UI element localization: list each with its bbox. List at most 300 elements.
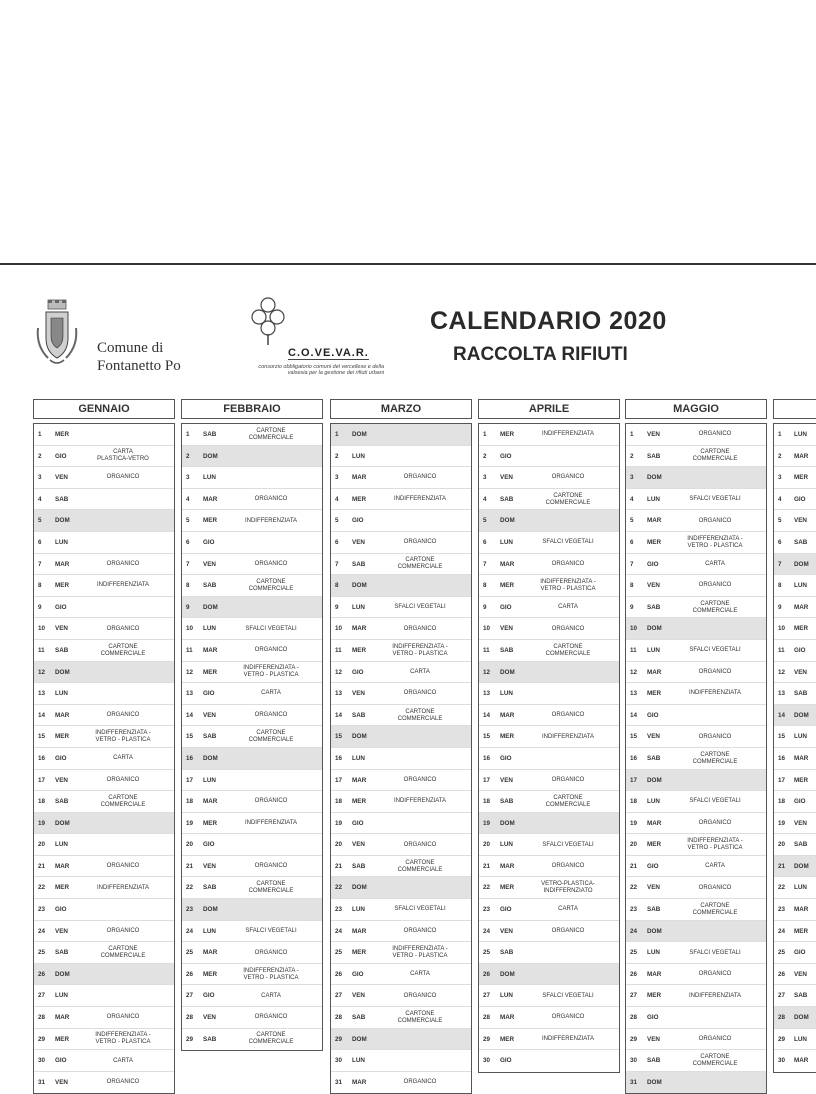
collection-type — [373, 510, 467, 532]
day-row — [331, 467, 471, 489]
weekday-name: LUN — [203, 776, 216, 784]
day-number: 8 — [38, 582, 42, 590]
collection-type — [521, 1050, 615, 1072]
month-days-table — [330, 423, 472, 1094]
day-number: 22 — [483, 884, 491, 892]
collection-type — [373, 726, 467, 748]
day-row — [331, 705, 471, 727]
collection-type: CARTA — [410, 971, 430, 978]
collection-type — [76, 532, 170, 554]
weekday-name: GIO — [647, 1014, 659, 1022]
weekday-name: MER — [203, 517, 217, 525]
day-row — [774, 791, 816, 813]
day-number: 22 — [38, 884, 46, 892]
weekday-name: DOM — [500, 819, 515, 827]
weekday-name: SAB — [647, 754, 661, 762]
day-row — [479, 446, 619, 468]
collection-type: ORGANICO — [403, 539, 437, 546]
weekday-name: GIO — [794, 798, 806, 806]
day-number: 11 — [38, 646, 45, 654]
collection-type — [373, 424, 467, 446]
weekday-name: MAR — [794, 1057, 809, 1065]
weekday-name: SAB — [647, 906, 661, 914]
day-number: 25 — [38, 949, 46, 957]
weekday-name: VEN — [647, 884, 660, 892]
weekday-name: LUN — [647, 646, 660, 654]
weekday-name: DOM — [647, 927, 662, 935]
weekday-name: SAB — [500, 495, 514, 503]
weekday-name: DOM — [794, 1014, 809, 1022]
day-row — [774, 489, 816, 511]
weekday-name: SAB — [794, 841, 808, 849]
day-row — [479, 985, 619, 1007]
day-number: 9 — [335, 603, 339, 611]
day-row — [626, 662, 766, 684]
weekday-name: SAB — [203, 1035, 217, 1043]
month-cut-off — [773, 399, 816, 1073]
weekday-name: VEN — [203, 1014, 216, 1022]
collection-type: ORGANICO — [403, 927, 437, 934]
weekday-name: VEN — [55, 776, 68, 784]
day-row — [479, 597, 619, 619]
day-number: 2 — [630, 452, 634, 460]
day-number: 6 — [483, 538, 487, 546]
day-row — [34, 726, 174, 748]
day-number: 12 — [335, 668, 343, 676]
day-row — [626, 554, 766, 576]
day-number: 23 — [186, 906, 194, 914]
weekday-name: SAB — [203, 884, 217, 892]
weekday-name: MER — [352, 949, 366, 957]
weekday-name: DOM — [500, 517, 515, 525]
day-row — [774, 618, 816, 640]
collection-type — [373, 813, 467, 835]
collection-type — [373, 1029, 467, 1051]
collection-type: CARTONE COMMERCIALE — [692, 1054, 738, 1068]
collection-type: ORGANICO — [106, 863, 140, 870]
collection-type — [668, 921, 762, 943]
weekday-name: SAB — [794, 992, 808, 1000]
month-header: FEBBRAIO — [181, 399, 323, 419]
collection-type: ORGANICO — [551, 927, 585, 934]
day-row — [774, 726, 816, 748]
month-aprile — [478, 399, 620, 1073]
day-number: 10 — [483, 625, 491, 633]
day-number: 27 — [38, 992, 46, 1000]
day-number: 8 — [778, 582, 782, 590]
collection-type: ORGANICO — [698, 971, 732, 978]
collection-type — [668, 705, 762, 727]
day-row — [479, 575, 619, 597]
collection-type: SFALCI VEGETALI — [689, 949, 741, 956]
collection-type: CARTONE COMMERCIALE — [692, 449, 738, 463]
day-number: 20 — [38, 841, 46, 849]
collection-type: INDIFFERENZIATA — [96, 884, 150, 891]
day-number: 5 — [778, 517, 782, 525]
day-row — [626, 640, 766, 662]
day-number: 19 — [483, 819, 491, 827]
day-number: 23 — [483, 906, 491, 914]
day-row — [626, 489, 766, 511]
day-row — [34, 467, 174, 489]
day-row — [479, 467, 619, 489]
day-row — [34, 877, 174, 899]
day-number: 29 — [186, 1035, 194, 1043]
weekday-name: VEN — [647, 431, 660, 438]
weekday-name: GIO — [794, 495, 806, 503]
day-row — [34, 770, 174, 792]
day-row — [626, 921, 766, 943]
weekday-name: MAR — [647, 517, 662, 525]
day-row — [774, 683, 816, 705]
weekday-name: MAR — [203, 949, 218, 957]
day-number: 1 — [483, 431, 487, 438]
day-row — [34, 575, 174, 597]
weekday-name: LUN — [352, 906, 365, 914]
day-number: 8 — [186, 582, 190, 590]
day-number: 17 — [335, 776, 343, 784]
weekday-name: MAR — [794, 906, 809, 914]
collection-type: ORGANICO — [254, 798, 288, 805]
day-row — [479, 1029, 619, 1051]
weekday-name: MER — [352, 646, 366, 654]
weekday-name: DOM — [647, 1078, 662, 1086]
day-number: 24 — [483, 927, 491, 935]
day-number: 3 — [778, 474, 782, 482]
weekday-name: GIO — [55, 452, 67, 460]
weekday-name: MAR — [203, 495, 218, 503]
collection-type — [224, 532, 318, 554]
day-number: 8 — [335, 582, 339, 590]
collection-type — [76, 510, 170, 532]
day-row — [331, 1050, 471, 1072]
weekday-name: VEN — [794, 819, 807, 827]
consortium-name: C.O.VE.VA.R. — [288, 347, 369, 359]
day-row — [626, 618, 766, 640]
day-number: 6 — [630, 538, 634, 546]
collection-type: INDIFFERENZIATA - VETRO - PLASTICA — [243, 665, 299, 679]
collection-type — [76, 683, 170, 705]
day-row — [479, 554, 619, 576]
weekday-name: DOM — [55, 668, 70, 676]
day-row — [34, 705, 174, 727]
collection-type: ORGANICO — [698, 884, 732, 891]
weekday-name: MAR — [55, 862, 70, 870]
collection-type: ORGANICO — [254, 496, 288, 503]
day-row — [774, 467, 816, 489]
day-number: 13 — [335, 690, 343, 698]
day-row — [182, 748, 322, 770]
weekday-name: MER — [794, 625, 808, 633]
weekday-name: MER — [500, 431, 514, 438]
day-number: 3 — [483, 474, 487, 482]
collection-type — [373, 1050, 467, 1072]
day-row — [626, 748, 766, 770]
weekday-name: LUN — [647, 949, 660, 957]
day-row — [34, 662, 174, 684]
day-number: 21 — [335, 862, 343, 870]
day-number: 20 — [483, 841, 491, 849]
collection-type: CARTA — [261, 690, 281, 697]
collection-type: INDIFFERENZIATA — [688, 992, 742, 999]
day-row — [34, 489, 174, 511]
day-number: 21 — [630, 862, 638, 870]
day-row — [774, 1007, 816, 1029]
collection-type: CARTONE COMMERCIALE — [545, 492, 591, 506]
day-row — [182, 985, 322, 1007]
day-number: 20 — [778, 841, 786, 849]
weekday-name: LUN — [352, 603, 365, 611]
weekday-name: MAR — [203, 646, 218, 654]
weekday-name: VEN — [794, 668, 807, 676]
day-number: 13 — [38, 690, 46, 698]
weekday-name: MAR — [352, 1078, 367, 1086]
day-number: 13 — [186, 690, 194, 698]
day-row — [331, 1072, 471, 1094]
day-row — [774, 770, 816, 792]
weekday-name: MAR — [794, 452, 809, 460]
weekday-name: VEN — [500, 625, 513, 633]
day-row — [331, 770, 471, 792]
day-number: 3 — [38, 474, 42, 482]
weekday-name: SAB — [352, 560, 366, 568]
day-row — [331, 532, 471, 554]
day-row — [626, 942, 766, 964]
day-row — [479, 1007, 619, 1029]
day-row — [479, 770, 619, 792]
day-row — [331, 748, 471, 770]
day-row — [774, 964, 816, 986]
day-row — [479, 899, 619, 921]
weekday-name: DOM — [352, 733, 367, 741]
weekday-name: SAB — [500, 949, 514, 957]
weekday-name: DOM — [352, 431, 367, 438]
weekday-name: SAB — [203, 582, 217, 590]
collection-type: ORGANICO — [254, 1014, 288, 1021]
day-number: 18 — [630, 798, 638, 806]
month-header: GENNAIO — [33, 399, 175, 419]
day-number: 5 — [38, 517, 42, 525]
collection-type: ORGANICO — [698, 668, 732, 675]
collection-type: CARTONE COMMERCIALE — [692, 902, 738, 916]
weekday-name: SAB — [500, 646, 514, 654]
day-number: 6 — [186, 538, 190, 546]
collection-type: ORGANICO — [551, 625, 585, 632]
collection-type: ORGANICO — [698, 582, 732, 589]
day-row — [479, 834, 619, 856]
day-number: 6 — [335, 538, 339, 546]
day-row — [479, 705, 619, 727]
weekday-name: MER — [647, 538, 661, 546]
collection-type: CARTONE COMMERCIALE — [248, 578, 294, 592]
day-number: 31 — [38, 1078, 46, 1086]
collection-type: SFALCI VEGETALI — [542, 539, 594, 546]
weekday-name: VEN — [352, 538, 365, 546]
day-number: 5 — [630, 517, 634, 525]
day-number: 27 — [483, 992, 491, 1000]
weekday-name: MAR — [794, 603, 809, 611]
day-row — [774, 554, 816, 576]
weekday-name: MER — [352, 495, 366, 503]
collection-type: ORGANICO — [551, 474, 585, 481]
weekday-name: DOM — [500, 668, 515, 676]
month-header — [773, 399, 816, 419]
weekday-name: SAB — [55, 495, 69, 503]
day-number: 5 — [483, 517, 487, 525]
day-row — [182, 856, 322, 878]
municipality-line-2: Fontanetto Po — [97, 358, 181, 374]
collection-type: CARTA — [261, 992, 281, 999]
day-row — [182, 640, 322, 662]
collection-type: SFALCI VEGETALI — [542, 841, 594, 848]
weekday-name: GIO — [647, 560, 659, 568]
day-row — [331, 834, 471, 856]
day-row — [182, 770, 322, 792]
day-row — [182, 899, 322, 921]
day-row — [182, 618, 322, 640]
day-row — [479, 942, 619, 964]
day-row — [331, 985, 471, 1007]
weekday-name: DOM — [203, 754, 218, 762]
collection-type — [224, 748, 318, 770]
collection-type: ORGANICO — [698, 733, 732, 740]
day-number: 26 — [778, 970, 786, 978]
collection-type: ORGANICO — [403, 625, 437, 632]
weekday-name: GIO — [500, 906, 512, 914]
collection-type: ORGANICO — [403, 841, 437, 848]
day-number: 8 — [630, 582, 634, 590]
collection-type — [76, 899, 170, 921]
day-number: 14 — [38, 711, 46, 719]
month-marzo — [330, 399, 472, 1094]
day-number: 18 — [778, 798, 786, 806]
weekday-name: VEN — [647, 582, 660, 590]
collection-type: CARTONE COMMERCIALE — [397, 708, 443, 722]
day-row — [331, 683, 471, 705]
top-divider-line — [0, 263, 816, 265]
collection-type: SFALCI VEGETALI — [245, 625, 297, 632]
weekday-name: SAB — [55, 646, 69, 654]
weekday-name: GIO — [55, 1057, 67, 1065]
collection-type: ORGANICO — [551, 560, 585, 567]
day-row — [774, 856, 816, 878]
collection-type: INDIFFERENZIATA - VETRO - PLASTICA — [95, 1032, 151, 1046]
day-number: 7 — [186, 560, 190, 568]
weekday-name: SAB — [203, 733, 217, 741]
collection-type: VETRO-PLASTICA- INDIFFERNZIATO — [541, 881, 595, 895]
day-row — [34, 791, 174, 813]
day-row — [774, 899, 816, 921]
weekday-name: GIO — [500, 452, 512, 460]
day-number: 10 — [778, 625, 786, 633]
month-gennaio — [33, 399, 175, 1094]
month-header: MARZO — [330, 399, 472, 419]
weekday-name: SAB — [352, 711, 366, 719]
weekday-name: DOM — [352, 884, 367, 892]
collection-type: CARTONE COMMERCIALE — [545, 643, 591, 657]
municipality-name — [97, 339, 181, 375]
collection-type: CARTONE COMMERCIALE — [397, 1010, 443, 1024]
day-row — [626, 1050, 766, 1072]
day-row — [34, 1007, 174, 1029]
month-maggio — [625, 399, 767, 1094]
collection-type — [668, 770, 762, 792]
weekday-name: MER — [500, 1035, 514, 1043]
day-row — [479, 424, 619, 446]
day-row — [182, 726, 322, 748]
day-number: 12 — [778, 668, 786, 676]
day-number: 14 — [335, 711, 343, 719]
collection-type: CARTONE COMMERCIALE — [692, 751, 738, 765]
day-number: 17 — [778, 776, 786, 784]
collection-type — [521, 510, 615, 532]
collection-type: ORGANICO — [698, 431, 732, 438]
day-row — [34, 640, 174, 662]
collection-type: CARTONE COMMERCIALE — [397, 557, 443, 571]
day-row — [182, 964, 322, 986]
day-row — [774, 705, 816, 727]
weekday-name: VEN — [203, 711, 216, 719]
weekday-name: SAB — [500, 798, 514, 806]
day-row — [626, 964, 766, 986]
day-number: 16 — [186, 754, 194, 762]
day-row — [34, 1050, 174, 1072]
collection-type — [76, 985, 170, 1007]
day-number: 21 — [38, 862, 46, 870]
collection-type: ORGANICO — [551, 1014, 585, 1021]
collection-type: SFALCI VEGETALI — [689, 798, 741, 805]
collection-type — [521, 748, 615, 770]
day-row — [626, 705, 766, 727]
day-number: 23 — [335, 906, 343, 914]
day-number: 22 — [186, 884, 194, 892]
day-number: 22 — [630, 884, 638, 892]
day-number: 26 — [186, 970, 194, 978]
weekday-name: SAB — [55, 798, 69, 806]
day-row — [34, 597, 174, 619]
day-number: 6 — [38, 538, 42, 546]
weekday-name: DOM — [352, 1035, 367, 1043]
collection-type: ORGANICO — [551, 712, 585, 719]
weekday-name: VEN — [647, 1035, 660, 1043]
day-row — [331, 856, 471, 878]
weekday-name: GIO — [55, 906, 67, 914]
day-row — [626, 1007, 766, 1029]
day-row — [331, 618, 471, 640]
weekday-name: DOM — [55, 970, 70, 978]
day-number: 13 — [778, 690, 786, 698]
day-number: 15 — [778, 733, 786, 741]
collection-type: ORGANICO — [106, 474, 140, 481]
day-number: 5 — [186, 517, 190, 525]
day-row — [774, 446, 816, 468]
day-number: 20 — [335, 841, 343, 849]
weekday-name: LUN — [500, 538, 513, 546]
day-number: 30 — [630, 1057, 638, 1065]
collection-type: ORGANICO — [551, 863, 585, 870]
collection-type: CARTONE COMMERCIALE — [248, 1032, 294, 1046]
weekday-name: GIO — [352, 970, 364, 978]
day-row — [626, 770, 766, 792]
day-row — [626, 726, 766, 748]
weekday-name: SAB — [647, 1057, 661, 1065]
day-number: 6 — [778, 538, 782, 546]
weekday-name: MAR — [500, 560, 515, 568]
weekday-name: VEN — [647, 733, 660, 741]
weekday-name: MER — [55, 431, 69, 438]
weekday-name: GIO — [55, 603, 67, 611]
day-row — [626, 532, 766, 554]
